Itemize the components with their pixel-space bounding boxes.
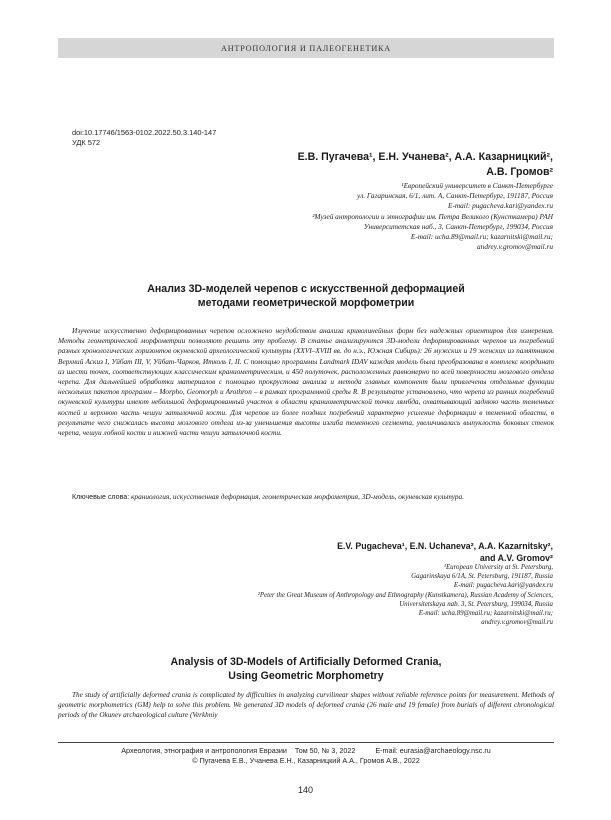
abstract-ru: Изучение искусственно деформированных черепов осложнено неудобством анализа криволинейных форм без надежных ориентиров для измерения. Методы геометрической морфометрии позволяют решить эту проблему. В статье анализируются 3D-модели деформированных черепов из погребений разных хронологических горизонтов окуневской археологической культуры (XXVI–XVIII вв. до н.э., Южная Сибирь): 26 мужских и 19 женских из памятников Верхний Аскиз I, Уйбат III, V, Уйбат-Чарков, Итколь I, II. С помощью программы Landmark IDAV каждая модель была преобразована в комплекс координат из шести точек, соответствующих классическим краниометрическим, и 450 полуточек, расположенных равномерно по всей поверхности мозгового отдела черепа. Для дальнейшей обработки материалов с помощью прокрустова анализа и метода главных компонент были привлечены отдельные функции нескольких пакетов программ – Morpho, Geomorph и Arothron – в рамках программной среды R. В результате установлено, что черепа из ранних погребений окуневской культуры имеют небольшой деформированный участок в области краниометрической точки лямбда, охватывающий заднюю часть теменных костей и верхнюю часть чешуи затылочной кости. Для черепов из более поздних погребений характерно усиление деформации в теменной области, в результате чего снижалась высота мозгового отдела из-за уменьшения высоты изгиба теменного сегмента, увеличивалась выпуклость боковых стенок черепа, чешуи лобной кости и нижней части чешуи затылочной кости. xyxy=(58,326,554,438)
article-title-en xyxy=(58,655,554,683)
affiliation-line: ²Музей антропологии и этнографии им. Петра Великого (Кунсткамера) РАН xyxy=(312,211,553,221)
udk: УДК 572 xyxy=(72,138,101,147)
affiliation-line: E-mail: pugacheva.kari@yandex.ru xyxy=(453,582,553,590)
title-ru-line-2: методами геометрической морфометрии xyxy=(197,297,415,309)
section-title: АНТРОПОЛОГИЯ И ПАЛЕОГЕНЕТИКА xyxy=(220,43,392,53)
footer-journal-line: Археология, этнография и антропология Евразии Том 50, № 3, 2022 E-mail: eurasia@archaeology.nsc.ru xyxy=(121,746,491,755)
affiliation-line: ул. Гагаринская, 6/1, лит. А, Санкт-Петербург, 191187, Россия xyxy=(357,191,553,201)
affiliations-en xyxy=(258,563,553,627)
footer-copyright: © Пугачева Е.В., Учанева Е.Н., Казарницкий А.А., Громов А.В., 2022 xyxy=(192,756,420,765)
affiliation-line: ¹European University at St. Petersburg, xyxy=(443,564,553,571)
affiliation-line: Universitetskaya nab. 3, St. Petersburg, 199034, Russia xyxy=(399,600,553,608)
authors-en-line-2: and A.V. Gromov² xyxy=(479,553,553,563)
keywords-ru xyxy=(58,492,554,502)
doi: doi:10.17746/1563-0102.2022.50.3.140-147 xyxy=(72,128,217,137)
title-ru-line-1: Анализ 3D-моделей черепов с искусственной деформацией xyxy=(147,283,465,295)
authors-ru-line-2: А.В. Громов² xyxy=(486,166,553,178)
affiliation-line: andrey.v.gromov@mail.ru xyxy=(477,242,553,252)
title-en-line-1: Analysis of 3D-Models of Artificially Deformed Crania, xyxy=(170,656,442,668)
keywords-label: Ключевые слова: xyxy=(72,493,130,501)
affiliation-line: ¹Европейский университет в Санкт-Петербурге xyxy=(401,181,553,190)
article-title-ru xyxy=(58,282,554,310)
affiliations-ru xyxy=(312,181,553,252)
keywords-text: краниология, искусственная деформация, геометрическая морфометрия, 3D-модель, окуневская культура. xyxy=(131,492,465,501)
authors-ru-line-1: Е.В. Пугачева¹, Е.Н. Учанева², А.А. Казарницкий², xyxy=(297,151,553,163)
abstract-en: The study of artificially deformed crania is complicated by difficulties in analyzing curvilinear shapes without reliable reference points for measurement. Methods of geometric morphometrics (GM) help to solve this problem. We generated 3D models of deformed crania (26 male and 19 female) from burials of different chronological periods of the Okunev archaeological culture (Verkhniy xyxy=(58,691,554,720)
footer-divider xyxy=(58,742,554,743)
affiliation-line: andrey.v.gromov@mail.ru xyxy=(481,619,553,627)
affiliation-line: Университетская наб., 3, Санкт-Петербург, 199034, Россия xyxy=(363,221,553,231)
title-en-line-2: Using Geometric Morphometry xyxy=(228,670,384,682)
affiliation-line: Gagarinskaya 6/1A, St. Petersburg, 191187, Russia xyxy=(411,573,553,581)
authors-en xyxy=(337,540,553,564)
affiliation-line: E-mail: pugacheva.kari@yandex.ru xyxy=(448,201,553,211)
affiliation-line: E-mail: ucha.89@mail.ru; kazarnitski@mail.ru; xyxy=(418,610,553,618)
section-header-band xyxy=(58,38,554,58)
affiliation-line: ²Peter the Great Museum of Anthropology and Ethnography (Kunstkamera), Russian Academy of Sciences, xyxy=(257,591,553,599)
authors-ru xyxy=(298,150,553,180)
page-number: 140 xyxy=(297,785,314,795)
authors-en-line-1: E.V. Pugacheva¹, E.N. Uchaneva², A.A. Kazarnitsky², xyxy=(337,541,553,551)
affiliation-line: E-mail: ucha.89@mail.ru; kazarnitski@mail.ru; xyxy=(410,232,553,242)
